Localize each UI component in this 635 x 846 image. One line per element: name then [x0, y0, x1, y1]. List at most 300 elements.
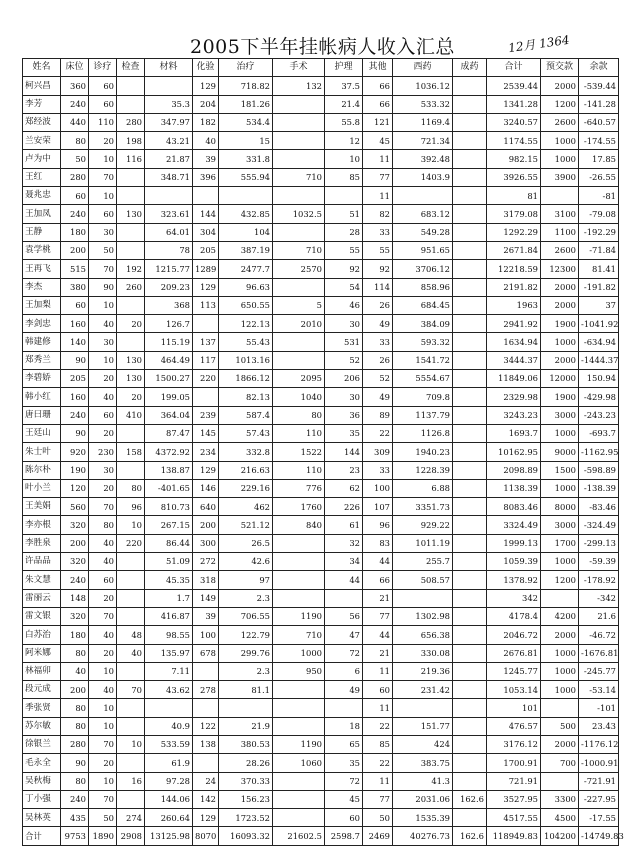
table-cell: 982.15 [487, 150, 541, 168]
table-cell: 840 [273, 516, 325, 534]
table-cell [453, 809, 487, 827]
table-cell: 王红 [23, 168, 61, 186]
table-cell: 1999.13 [487, 534, 541, 552]
table-cell: 158 [117, 443, 145, 461]
table-cell: 205 [193, 241, 219, 259]
table-cell [453, 571, 487, 589]
table-cell: 255.7 [393, 553, 453, 571]
table-cell: 710 [273, 626, 325, 644]
table-cell: 37 [579, 296, 619, 314]
table-cell: 28 [325, 223, 363, 241]
table-cell [193, 388, 219, 406]
table-cell: 51 [325, 205, 363, 223]
table-cell: 83 [363, 534, 393, 552]
table-cell: -721.91 [579, 772, 619, 790]
table-cell [273, 571, 325, 589]
table-cell: 40 [89, 681, 117, 699]
column-header: 姓名 [23, 59, 61, 77]
table-cell: 47 [325, 626, 363, 644]
table-cell: -71.84 [579, 241, 619, 259]
table-cell: 2477.7 [219, 260, 273, 278]
table-cell: 51.09 [145, 553, 193, 571]
table-cell: 20 [89, 754, 117, 772]
table-cell: 13125.98 [145, 827, 193, 845]
table-cell: 李胜泉 [23, 534, 61, 552]
table-cell [117, 223, 145, 241]
table-cell: 1963 [487, 296, 541, 314]
table-cell: 11 [363, 772, 393, 790]
table-cell: 40 [89, 626, 117, 644]
table-cell: 兰安荣 [23, 132, 61, 150]
table-cell [453, 260, 487, 278]
table-cell: 198 [117, 132, 145, 150]
table-cell: 96 [117, 498, 145, 516]
table-cell: 1000 [541, 333, 579, 351]
table-cell: 季张贤 [23, 699, 61, 717]
table-cell: -1000.91 [579, 754, 619, 772]
table-cell: 180 [61, 223, 89, 241]
table-cell: 1137.79 [393, 406, 453, 424]
table-cell [117, 461, 145, 479]
table-cell: 2941.92 [487, 315, 541, 333]
table-cell: 60 [325, 809, 363, 827]
table-cell: 137 [193, 333, 219, 351]
table-cell: 70 [89, 790, 117, 808]
table-cell: 52 [363, 370, 393, 388]
table-cell: 122 [193, 717, 219, 735]
table-cell: -401.65 [145, 479, 193, 497]
table-cell: 65 [325, 735, 363, 753]
table-cell: 1302.98 [393, 607, 453, 625]
table-cell: 323.61 [145, 205, 193, 223]
table-cell: 216.63 [219, 461, 273, 479]
table-cell: 206 [325, 370, 363, 388]
table-cell: 721.91 [487, 772, 541, 790]
table-cell: -1676.81 [579, 644, 619, 662]
table-cell: 706.55 [219, 607, 273, 625]
table-cell: 534.4 [219, 113, 273, 131]
table-cell [219, 187, 273, 205]
table-cell: 15 [219, 132, 273, 150]
table-cell: 200 [193, 516, 219, 534]
table-row [23, 388, 619, 406]
table-cell: 101 [487, 699, 541, 717]
table-cell: 432.85 [219, 205, 273, 223]
table-cell [453, 607, 487, 625]
table-cell: 320 [61, 607, 89, 625]
table-cell: 115.19 [145, 333, 193, 351]
table-cell [453, 644, 487, 662]
table-cell: 464.49 [145, 351, 193, 369]
table-cell: 162.6 [453, 790, 487, 808]
table-cell: 40 [89, 388, 117, 406]
table-cell: 1000 [541, 150, 579, 168]
table-cell: 12300 [541, 260, 579, 278]
table-cell: 77 [363, 790, 393, 808]
table-cell: -539.44 [579, 77, 619, 95]
table-cell: 20 [89, 644, 117, 662]
table-cell: 66 [363, 95, 393, 113]
table-row [23, 333, 619, 351]
table-cell: 朱士叶 [23, 443, 61, 461]
table-cell: 1535.39 [393, 809, 453, 827]
table-cell: 309 [363, 443, 393, 461]
table-row [23, 516, 619, 534]
table-cell: 柯兴昌 [23, 77, 61, 95]
table-cell [453, 479, 487, 497]
table-cell: 82.13 [219, 388, 273, 406]
table-cell: 521.12 [219, 516, 273, 534]
table-cell: 30 [89, 333, 117, 351]
table-cell: 4372.92 [145, 443, 193, 461]
table-cell: 44 [325, 571, 363, 589]
table-cell: -634.94 [579, 333, 619, 351]
table-cell: 2000 [541, 735, 579, 753]
table-cell: 1541.72 [393, 351, 453, 369]
table-cell: 3000 [541, 516, 579, 534]
table-cell: 200 [61, 534, 89, 552]
table-cell: 710 [273, 168, 325, 186]
table-cell: 78 [145, 241, 193, 259]
table-cell: 3000 [541, 406, 579, 424]
table-cell [453, 77, 487, 95]
table-cell: 2600 [541, 241, 579, 259]
table-cell: -138.39 [579, 479, 619, 497]
table-cell: 林福卯 [23, 662, 61, 680]
table-cell: 1292.29 [487, 223, 541, 241]
table-cell: 151.77 [393, 717, 453, 735]
table-cell [453, 662, 487, 680]
table-cell: 560 [61, 498, 89, 516]
table-cell: 121 [363, 113, 393, 131]
table-cell: 117 [193, 351, 219, 369]
table-cell: 220 [193, 370, 219, 388]
table-cell: 1500.27 [145, 370, 193, 388]
table-cell: 90 [61, 754, 89, 772]
table-cell: -693.7 [579, 424, 619, 442]
table-cell [453, 351, 487, 369]
table-cell: 1000 [541, 424, 579, 442]
table-cell [117, 424, 145, 442]
table-cell: 46 [325, 296, 363, 314]
table-cell: 吴秋梅 [23, 772, 61, 790]
table-cell: 1200 [541, 571, 579, 589]
table-cell [273, 809, 325, 827]
table-cell: 1060 [273, 754, 325, 772]
table-cell: 209.23 [145, 278, 193, 296]
table-cell [453, 223, 487, 241]
table-cell: 王加梨 [23, 296, 61, 314]
table-cell: -324.49 [579, 516, 619, 534]
table-cell: 毛永全 [23, 754, 61, 772]
table-cell: 100 [363, 479, 393, 497]
table-cell: 144 [325, 443, 363, 461]
table-cell: 34 [325, 553, 363, 571]
table-cell: 70 [89, 168, 117, 186]
table-cell: 王廷山 [23, 424, 61, 442]
table-cell: 1000 [541, 662, 579, 680]
table-cell: 130 [117, 370, 145, 388]
table-cell: 533.59 [145, 735, 193, 753]
table-cell: 2539.44 [487, 77, 541, 95]
table-cell: 90 [61, 351, 89, 369]
table-cell [117, 333, 145, 351]
table-cell: 229.16 [219, 479, 273, 497]
table-cell: -46.72 [579, 626, 619, 644]
table-cell: 许品品 [23, 553, 61, 571]
table-cell [117, 95, 145, 113]
table-cell: 278 [193, 681, 219, 699]
table-cell: 272 [193, 553, 219, 571]
table-cell: 5 [273, 296, 325, 314]
table-cell: 1000 [273, 644, 325, 662]
table-cell: 160 [61, 315, 89, 333]
table-cell: 40 [89, 553, 117, 571]
table-cell: 920 [61, 443, 89, 461]
table-cell: 3179.08 [487, 205, 541, 223]
table-cell: 王加凤 [23, 205, 61, 223]
table-cell [393, 589, 453, 607]
table-cell [273, 351, 325, 369]
table-cell: 26.5 [219, 534, 273, 552]
table-cell: 45.35 [145, 571, 193, 589]
table-cell [117, 699, 145, 717]
table-cell: 40 [117, 644, 145, 662]
table-cell: 40276.73 [393, 827, 453, 845]
table-cell: 5554.67 [393, 370, 453, 388]
table-cell: 204 [193, 95, 219, 113]
table-cell: 32 [325, 534, 363, 552]
table-cell: 1522 [273, 443, 325, 461]
table-row [23, 790, 619, 808]
table-cell: 35.3 [145, 95, 193, 113]
table-row [23, 809, 619, 827]
table-cell: 39 [193, 150, 219, 168]
table-cell: 1700.91 [487, 754, 541, 772]
table-cell [453, 735, 487, 753]
table-cell: 205 [61, 370, 89, 388]
table-cell: 114 [363, 278, 393, 296]
table-cell: 陈尔朴 [23, 461, 61, 479]
column-header: 护理 [325, 59, 363, 77]
table-row [23, 424, 619, 442]
table-cell: 60 [89, 571, 117, 589]
table-cell [393, 187, 453, 205]
table-cell [273, 589, 325, 607]
table-cell: 6 [325, 662, 363, 680]
table-cell [117, 589, 145, 607]
table-cell: 阿米娜 [23, 644, 61, 662]
table-cell: 3300 [541, 790, 579, 808]
table-cell: 聂兆忠 [23, 187, 61, 205]
table-cell [393, 699, 453, 717]
table-cell [453, 553, 487, 571]
table-cell: 709.8 [393, 388, 453, 406]
table-cell: 2031.06 [393, 790, 453, 808]
table-cell: 61 [325, 516, 363, 534]
table-row [23, 113, 619, 131]
table-cell: 360 [61, 77, 89, 95]
table-cell: 9753 [61, 827, 89, 845]
column-header: 治疗 [219, 59, 273, 77]
table-cell: 200 [61, 681, 89, 699]
table-cell: 52 [325, 351, 363, 369]
table-cell: 396 [193, 168, 219, 186]
table-cell: 2.3 [219, 589, 273, 607]
table-cell: 10 [89, 699, 117, 717]
table-cell: 44 [363, 553, 393, 571]
table-cell: 26 [363, 296, 393, 314]
table-cell: 240 [61, 571, 89, 589]
table-cell: 61.9 [145, 754, 193, 772]
table-cell: 48 [117, 626, 145, 644]
table-cell: 45 [325, 790, 363, 808]
table-cell: 64.01 [145, 223, 193, 241]
table-cell: 60 [89, 95, 117, 113]
column-header: 其他 [363, 59, 393, 77]
table-cell: 549.28 [393, 223, 453, 241]
table-cell: 17.85 [579, 150, 619, 168]
table-cell: 80 [61, 132, 89, 150]
table-cell: 300 [193, 534, 219, 552]
table-cell: -191.82 [579, 278, 619, 296]
table-cell: 50 [89, 241, 117, 259]
table-cell: 丁小强 [23, 790, 61, 808]
table-cell: 1000 [541, 681, 579, 699]
table-cell [117, 790, 145, 808]
table-cell: 260 [117, 278, 145, 296]
table-cell: -1176.12 [579, 735, 619, 753]
column-header: 预交款 [541, 59, 579, 77]
table-cell: 苏尔敏 [23, 717, 61, 735]
table-cell: 12218.59 [487, 260, 541, 278]
table-row [23, 735, 619, 753]
table-cell [117, 607, 145, 625]
column-header: 合计 [487, 59, 541, 77]
table-cell: 30 [89, 223, 117, 241]
table-row [23, 223, 619, 241]
table-row [23, 241, 619, 259]
table-cell: 21602.5 [273, 827, 325, 845]
table-cell [273, 681, 325, 699]
table-cell: 80 [61, 772, 89, 790]
table-cell: 20 [89, 370, 117, 388]
table-cell [273, 790, 325, 808]
table-cell [273, 223, 325, 241]
table-cell: 1059.39 [487, 553, 541, 571]
table-row [23, 278, 619, 296]
table-cell: 1000 [541, 132, 579, 150]
table-cell: 80 [117, 479, 145, 497]
table-cell: 徐银兰 [23, 735, 61, 753]
table-cell: -26.55 [579, 168, 619, 186]
table-cell: 97.28 [145, 772, 193, 790]
table-cell: -299.13 [579, 534, 619, 552]
table-cell: 380.53 [219, 735, 273, 753]
table-cell: 2046.72 [487, 626, 541, 644]
table-cell: 2098.89 [487, 461, 541, 479]
table-cell: 156.23 [219, 790, 273, 808]
table-row [23, 571, 619, 589]
table-cell: 1403.9 [393, 168, 453, 186]
table-cell: 16093.32 [219, 827, 273, 845]
table-cell: 92 [363, 260, 393, 278]
table-cell [453, 534, 487, 552]
table-cell: 66 [363, 77, 393, 95]
table-cell: 89 [363, 406, 393, 424]
table-row [23, 150, 619, 168]
table-cell: 1723.52 [219, 809, 273, 827]
table-cell: 20 [89, 589, 117, 607]
table-cell: 142 [193, 790, 219, 808]
table-cell: 1036.12 [393, 77, 453, 95]
table-cell: 2000 [541, 296, 579, 314]
table-cell: 90 [61, 424, 89, 442]
table-cell: 23 [325, 461, 363, 479]
table-cell [273, 187, 325, 205]
table-cell: 424 [393, 735, 453, 753]
table-cell: 684.45 [393, 296, 453, 314]
table-cell: 39 [193, 607, 219, 625]
table-cell: -83.46 [579, 498, 619, 516]
table-cell [541, 187, 579, 205]
table-cell: 240 [61, 790, 89, 808]
table-cell [273, 717, 325, 735]
table-cell: 22 [363, 754, 393, 772]
table-cell: 白苏治 [23, 626, 61, 644]
table-cell: 70 [89, 498, 117, 516]
table-cell: 858.96 [393, 278, 453, 296]
table-cell: 70 [89, 607, 117, 625]
table-cell [193, 187, 219, 205]
table-cell: 435 [61, 809, 89, 827]
table-cell [453, 296, 487, 314]
table-row [23, 296, 619, 314]
table-cell: 20 [89, 424, 117, 442]
table-cell: 10 [89, 187, 117, 205]
table-cell: 8000 [541, 498, 579, 516]
table-cell: 3444.37 [487, 351, 541, 369]
table-cell: 12000 [541, 370, 579, 388]
table-cell: 219.36 [393, 662, 453, 680]
column-header: 化验 [193, 59, 219, 77]
table-cell: 587.4 [219, 406, 273, 424]
table-cell: 1215.77 [145, 260, 193, 278]
table-cell: 唐曰珊 [23, 406, 61, 424]
table-cell: -1444.37 [579, 351, 619, 369]
table-cell: 66 [363, 571, 393, 589]
table-cell: 42.6 [219, 553, 273, 571]
table-cell: 李亦根 [23, 516, 61, 534]
table-cell: 8070 [193, 827, 219, 845]
table-cell [453, 461, 487, 479]
table-cell: -243.23 [579, 406, 619, 424]
table-cell: 640 [193, 498, 219, 516]
table-cell [117, 241, 145, 259]
table-cell: 40 [89, 534, 117, 552]
table-cell [453, 333, 487, 351]
table-cell: 2329.98 [487, 388, 541, 406]
table-cell: 韩小红 [23, 388, 61, 406]
table-cell [453, 370, 487, 388]
table-cell: 1940.23 [393, 443, 453, 461]
table-cell: 1693.7 [487, 424, 541, 442]
table-row [23, 406, 619, 424]
table-cell: 1.7 [145, 589, 193, 607]
table-cell: 49 [363, 315, 393, 333]
table-cell: 274 [117, 809, 145, 827]
table-cell: -227.95 [579, 790, 619, 808]
